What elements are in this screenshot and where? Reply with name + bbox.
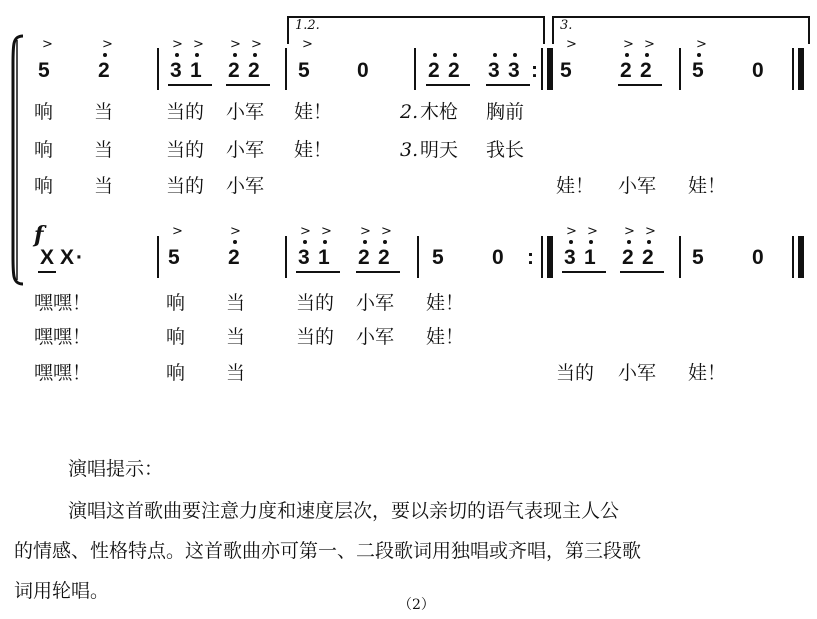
barline	[157, 48, 159, 90]
accent-mark: >	[644, 37, 655, 52]
note: 5	[168, 246, 180, 269]
note: 2	[448, 59, 460, 82]
lyric: 小军	[618, 175, 657, 197]
lyric: 娃！	[688, 362, 727, 384]
barline	[157, 236, 159, 278]
notes-paragraph-line: 的情感、性格特点。这首歌曲亦可第一、二段歌词用独唱或齐唱，第三段歌	[14, 540, 642, 562]
volta-3-label: 3.	[560, 18, 573, 33]
accent-mark: >	[321, 224, 332, 239]
volta-1-2-label: 1.2.	[295, 18, 320, 33]
brace-icon	[5, 34, 25, 286]
system-bracket	[5, 34, 25, 286]
augmentation-dot: ·	[76, 246, 83, 269]
lyric: 娃！	[556, 175, 595, 197]
note: 2	[378, 246, 390, 269]
accent-mark: >	[566, 37, 577, 52]
accent-mark: >	[230, 224, 241, 239]
barline	[541, 236, 543, 278]
lyric: 小军	[226, 101, 265, 123]
lyric: 娃！	[426, 292, 465, 314]
lyric: 响	[166, 326, 186, 348]
lyric: 娃！	[688, 175, 727, 197]
lyric: 小军	[356, 292, 395, 314]
repeat-dots: :	[527, 246, 534, 269]
note: 1	[190, 59, 202, 82]
accent-mark: >	[623, 37, 634, 52]
lyric: 木枪	[420, 101, 459, 123]
note: 5	[298, 59, 310, 82]
accent-mark: >	[696, 37, 707, 52]
note: 5	[38, 59, 50, 82]
barline	[679, 48, 681, 90]
accent-mark: >	[300, 224, 311, 239]
barline	[414, 48, 416, 90]
thick-barline	[798, 236, 804, 278]
lyric: 嘿嘿！	[34, 362, 92, 384]
lyric: 小军	[226, 139, 265, 161]
note: 2	[228, 246, 240, 269]
note: 5	[560, 59, 572, 82]
volta-1-2	[287, 16, 545, 44]
note: 2	[98, 59, 110, 82]
accent-mark: >	[645, 224, 656, 239]
note: 1	[318, 246, 330, 269]
verse-number: 3.	[400, 139, 419, 161]
verse-number: 2.	[400, 101, 419, 123]
lyric: 响	[34, 139, 54, 161]
volta-3	[552, 16, 810, 44]
lyric: 娃！	[294, 139, 333, 161]
barline	[285, 236, 287, 278]
lyric: 响	[166, 362, 186, 384]
lyric: 当的	[556, 362, 595, 384]
lyric: 娃！	[426, 326, 465, 348]
note: 3	[170, 59, 182, 82]
lyric: 当的	[296, 326, 335, 348]
thick-barline	[547, 236, 553, 278]
note: 3	[508, 59, 520, 82]
lyric: 胸前	[486, 101, 525, 123]
lyric: 娃！	[294, 101, 333, 123]
lyric: 响	[34, 175, 54, 197]
accent-mark: >	[172, 224, 183, 239]
barline	[541, 48, 543, 90]
lyric: 当	[94, 139, 114, 161]
lyric: 我长	[486, 139, 525, 161]
note: 0	[752, 59, 764, 82]
lyric: 小军	[226, 175, 265, 197]
accent-mark: >	[193, 37, 204, 52]
accent-mark: >	[587, 224, 598, 239]
lyric: 响	[34, 101, 54, 123]
lyric: 当	[226, 326, 246, 348]
accent-mark: >	[230, 37, 241, 52]
note: 5	[692, 59, 704, 82]
note: X	[60, 246, 75, 269]
note: 2	[228, 59, 240, 82]
lyric: 当的	[296, 292, 335, 314]
lyric: 小军	[356, 326, 395, 348]
lyric: 当的	[166, 101, 205, 123]
note: 5	[692, 246, 704, 269]
lyric: 嘿嘿！	[34, 292, 92, 314]
note: 3	[298, 246, 310, 269]
accent-mark: >	[624, 224, 635, 239]
accent-mark: >	[42, 37, 53, 52]
note: 5	[432, 246, 444, 269]
barline	[417, 236, 419, 278]
note: X	[40, 246, 55, 269]
lyric: 当的	[166, 139, 205, 161]
accent-mark: >	[302, 37, 313, 52]
accent-mark: >	[566, 224, 577, 239]
notes-paragraph-line: 词用轮唱。	[14, 580, 110, 602]
accent-mark: >	[172, 37, 183, 52]
barline	[679, 236, 681, 278]
dynamic-forte: f	[34, 222, 44, 248]
note: 3	[488, 59, 500, 82]
thick-barline	[547, 48, 553, 90]
notes-heading: 演唱提示：	[68, 458, 164, 480]
note: 2	[620, 59, 632, 82]
note: 2	[358, 246, 370, 269]
notes-paragraph-line: 演唱这首歌曲要注意力度和速度层次，要以亲切的语气表现主人公	[68, 500, 620, 522]
lyric: 嘿嘿！	[34, 326, 92, 348]
lyric: 响	[166, 292, 186, 314]
note: 2	[248, 59, 260, 82]
note: 0	[752, 246, 764, 269]
accent-mark: >	[251, 37, 262, 52]
thick-barline	[798, 48, 804, 90]
lyric: 当的	[166, 175, 205, 197]
lyric: 小军	[618, 362, 657, 384]
note: 0	[357, 59, 369, 82]
note: 2	[428, 59, 440, 82]
lyric: 当	[226, 292, 246, 314]
accent-mark: >	[360, 224, 371, 239]
barline	[792, 236, 794, 278]
note: 3	[564, 246, 576, 269]
note: 2	[640, 59, 652, 82]
accent-mark: >	[102, 37, 113, 52]
barline	[285, 48, 287, 90]
note: 1	[584, 246, 596, 269]
page-number: （2）	[398, 597, 435, 613]
note: 2	[642, 246, 654, 269]
lyric: 明天	[420, 139, 459, 161]
accent-mark: >	[381, 224, 392, 239]
lyric: 当	[226, 362, 246, 384]
repeat-dots: :	[531, 59, 538, 82]
note: 0	[492, 246, 504, 269]
note: 2	[622, 246, 634, 269]
lyric: 当	[94, 101, 114, 123]
barline	[792, 48, 794, 90]
lyric: 当	[94, 175, 114, 197]
